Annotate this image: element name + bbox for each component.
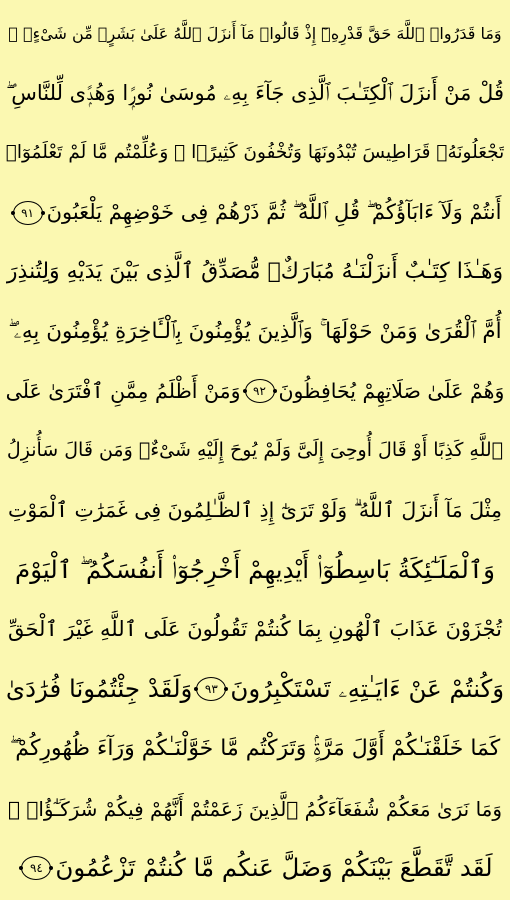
verse-text: وَكُنتُمْ عَنْ ءَايَـٰتِهِۦ تَسْتَكْبِرُونَ [230,674,504,704]
verse-text: وَمَا قَدَرُوا۟ ٱللَّهَ حَقَّ قَدْرِهِۦٓ إِذْ قَالُوا۟ مَآ أَنزَلَ ٱللَّهُ عَلَىٰ بَشَرٍۢ مِّن شَىْءٍۢ ۗ [8,23,502,43]
verse-line [6,660,504,720]
verse-text: وَهُمْ عَلَىٰ صَلَاتِهِمْ يُحَافِظُونَ [278,379,504,404]
verse-line [6,421,504,481]
ayah-number-marker: ٩٢ [245,379,275,403]
ayah-number-marker: ٩٤ [21,856,51,880]
verse-line [6,481,504,541]
verse-text: لَقَد تَّقَطَّعَ بَيْنَكُمْ وَضَلَّ عَنكُم مَّا كُنتُمْ تَزْعُمُونَ [55,852,493,882]
verse-text: كَمَا خَلَقْنَـٰكُمْ أَوَّلَ مَرَّةٍۢ وَتَرَكْتُم مَّا خَوَّلْنَـٰكُمْ وَرَآءَ ظُهُورِكُمْ ۖ [9,735,501,761]
verse-text: وَمَنْ أَظْلَمُ مِمَّنِ ٱفْتَرَىٰ عَلَى [6,379,241,404]
verse-text: وَلَقَدْ جِئْتُمُونَا فُرَٰدَىٰ [6,674,193,704]
verse-line [6,64,504,124]
verse-line [6,540,504,600]
verse-line [6,123,504,183]
verse-text: قُلْ مَنْ أَنزَلَ ٱلْكِتَـٰبَ ٱلَّذِى جَآءَ بِهِۦ مُوسَىٰ نُورًۭا وَهُدًۭى لِّلنَّاسِ ۖ [6,80,504,105]
verse-line [6,183,504,243]
verse-line [6,362,504,422]
verse-text: ٱللَّهِ كَذِبًا أَوْ قَالَ أُوحِىَ إِلَىَّ وَلَمْ يُوحَ إِلَيْهِ شَىْءٌۭ وَمَن قَالَ سَأُنزِلُ [6,439,504,462]
verse-text: تُجْزَوْنَ عَذَابَ ٱلْهُونِ بِمَا كُنتُمْ تَقُولُونَ عَلَى ٱللَّهِ غَيْرَ ٱلْحَقِّ [7,617,503,642]
verse-line [6,242,504,302]
verse-text: وَمَا نَرَىٰ مَعَكُمْ شُفَعَآءَكُمُ ٱلَّذِينَ زَعَمْتُمْ أَنَّهُمْ فِيكُمْ شُرَكَـٰٓؤُا۟ ۚ [7,796,503,821]
verse-text: مِثْلَ مَآ أَنزَلَ ٱللَّهُ ۗ وَلَوْ تَرَىٰٓ إِذِ ٱلظَّـٰلِمُونَ فِى غَمَرَٰتِ ٱلْمَوْتِ [8,498,502,523]
verse-line [6,838,504,898]
ayah-number-marker: ٩٣ [196,677,226,701]
verse-text: أَنتُمْ وَلَآ ءَابَآؤُكُمْ ۖ قُلِ ٱللَّهُ ۖ ثُمَّ ذَرْهُمْ فِى خَوْضِهِمْ يَلْعَبُونَ [46,200,502,225]
verse-line [6,302,504,362]
verse-text: وَٱلْمَلَـٰٓئِكَةُ بَاسِطُوٓا۟ أَيْدِيهِمْ أَخْرِجُوٓا۟ أَنفُسَكُمُ ۖ ٱلْيَوْمَ [15,554,495,584]
ayah-number-marker: ٩١ [13,201,43,225]
verse-text: أُمَّ ٱلْقُرَىٰ وَمَنْ حَوْلَهَا ۚ وَٱلَّذِينَ يُؤْمِنُونَ بِٱلْـَٔاخِرَةِ يُؤْمِنُونَ بِهِۦ ۖ [8,319,502,345]
verse-line [6,600,504,660]
verse-line [6,719,504,779]
verse-text: تَجْعَلُونَهُۥ قَرَاطِيسَ تُبْدُونَهَا وَتُخْفُونَ كَثِيرًۭا ۖ وَعُلِّمْتُم مَّا لَمْ تَعْلَمُوٓا۟ [6,141,504,163]
verse-line [6,779,504,839]
verse-text: وَهَـٰذَا كِتَـٰبٌ أَنزَلْنَـٰهُ مُبَارَكٌۭ مُّصَدِّقُ ٱلَّذِى بَيْنَ يَدَيْهِ وَلِتُنذِرَ [6,259,504,285]
verse-line [6,4,504,64]
